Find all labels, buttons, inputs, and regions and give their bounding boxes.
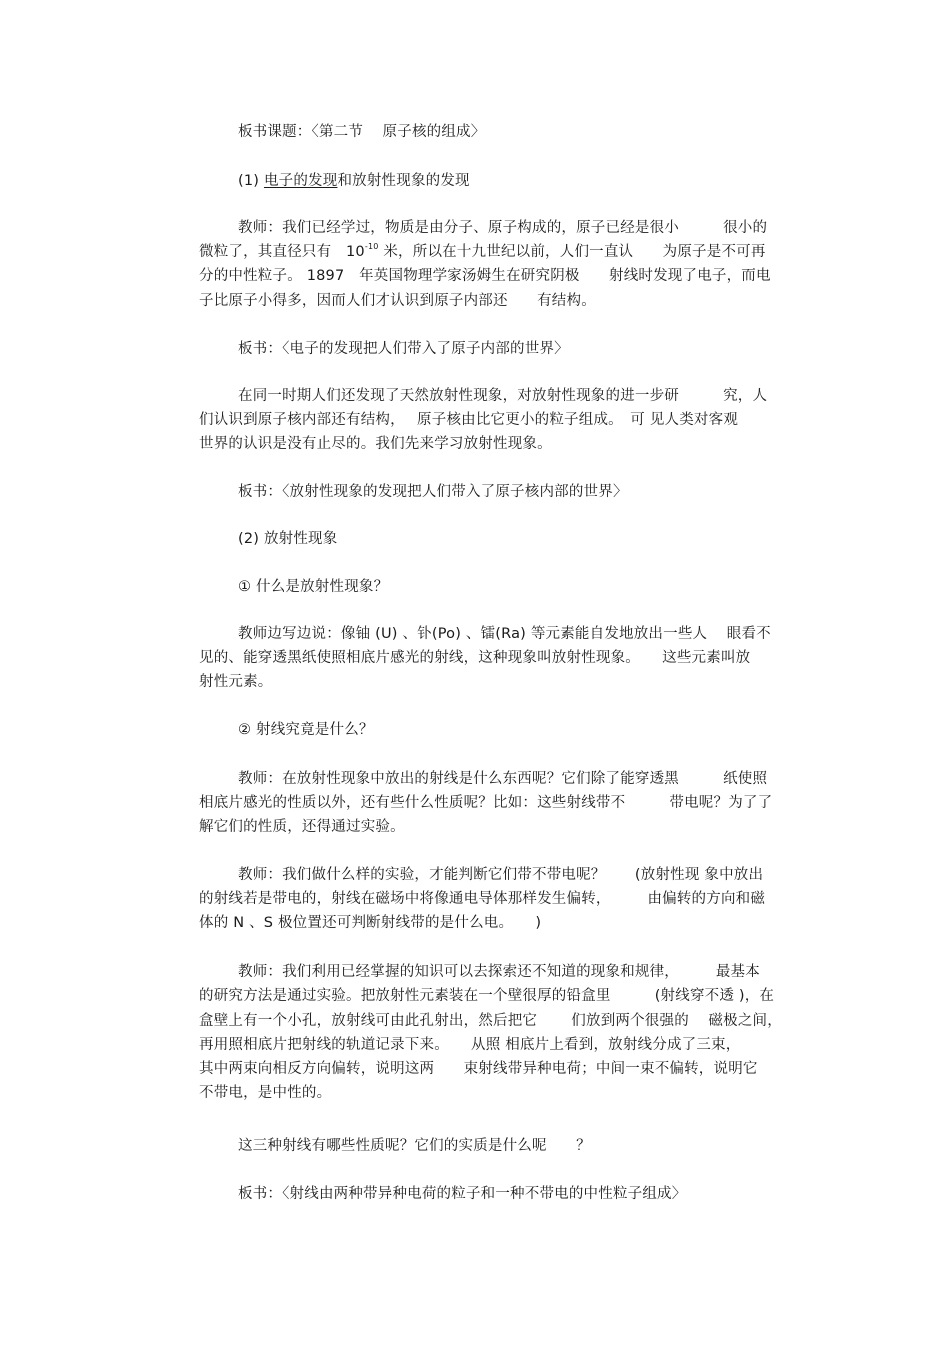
section-1-heading xyxy=(238,172,470,190)
paragraph-line: 射性元素。 xyxy=(199,674,273,690)
electron-discovery-link[interactable]: 电子的发现 xyxy=(263,173,338,189)
paragraph-line: 教师：我们做什么样的实验，才能判断它们带不带电呢？ (放射性现 象中放出 xyxy=(238,867,764,883)
paragraph-line: 再用照相底片把射线的轨道记录下来。 从照 相底片上看到，放射线分成了三束， xyxy=(199,1037,741,1053)
paragraph-text: 微粒了，其直径只有 10 xyxy=(199,244,365,260)
paragraph-line xyxy=(199,243,766,261)
paragraph-line: 世界的认识是没有止尽的。我们先来学习放射性现象。 xyxy=(199,436,552,452)
paragraph-line: 盒壁上有一个小孔，放射线可由此孔射出，然后把它 们放到两个很强的 磁极之间， xyxy=(199,1013,782,1029)
paragraph-line: 不带电，是中性的。 xyxy=(199,1085,332,1101)
board-note-3: 板书：〈射线由两种带异种电荷的粒子和一种不带电的中性粒子组成〉 xyxy=(238,1186,687,1202)
board-note-1: 板书：〈电子的发现把人们带入了原子内部的世界〉 xyxy=(238,341,569,357)
paragraph-line: 们认识到原子核内部还有结构， 原子核由比它更小的粒子组成。 可 见人类对客观 xyxy=(199,412,739,428)
paragraph-line: 教师：在放射性现象中放出的射线是什么东西呢？它们除了能穿透黑 纸使照 xyxy=(238,771,768,787)
question-1: ① 什么是放射性现象？ xyxy=(238,579,389,595)
board-note-2: 板书：〈放射性现象的发现把人们带入了原子核内部的世界〉 xyxy=(238,484,628,500)
paragraph-line: 教师边写边说：像铀 (U) 、钋(Po) 、镭(Ra) 等元素能自发地放出一些人 眼看不 xyxy=(238,626,771,642)
paragraph-line: 相底片感光的性质以外，还有些什么性质呢？比如：这些射线带不 带电呢？为了了 xyxy=(199,795,773,811)
paragraph-line: 分的中性粒子。 1897 年英国物理学家汤姆生在研究阴极 射线时发现了电子，而电 xyxy=(199,268,771,284)
paragraph-text: 米，所以在十九世纪以前，人们一直认 为原子是不可再 xyxy=(378,244,766,260)
section-1-heading-rest: 和放射性现象的发现 xyxy=(337,173,470,189)
paragraph-line: 体的 N 、S 极位置还可判断射线带的是什么电。 ) xyxy=(199,915,542,931)
section-1-number: (1) xyxy=(238,173,264,189)
exponent: -10 xyxy=(364,242,379,251)
question-2: ② 射线究竟是什么？ xyxy=(238,722,374,738)
paragraph-line: 见的、能穿透黑纸使照相底片感光的射线，这种现象叫放射性现象。 这些元素叫放 xyxy=(199,650,751,666)
lesson-title: 板书课题：〈第二节 原子核的组成〉 xyxy=(238,124,486,140)
paragraph-line: 解它们的性质，还得通过实验。 xyxy=(199,819,405,835)
paragraph-line: 在同一时期人们还发现了天然放射性现象，对放射性现象的进一步研 究，人 xyxy=(238,388,768,404)
paragraph-line: 的研究方法是通过实验。把放射性元素装在一个壁很厚的铅盒里 (射线穿不透 )，在 xyxy=(199,988,775,1004)
paragraph-line: 子比原子小得多，因而人们才认识到原子内部还 有结构。 xyxy=(199,293,596,309)
paragraph-7: 这三种射线有哪些性质呢？它们的实质是什么呢 ？ xyxy=(238,1138,591,1154)
section-2-heading: (2) 放射性现象 xyxy=(238,531,338,547)
paragraph-line: 教师：我们已经学过，物质是由分子、原子构成的，原子已经是很小 很小的 xyxy=(238,220,768,236)
paragraph-line: 教师：我们利用已经掌握的知识可以去探索还不知道的现象和规律， 最基本 xyxy=(238,964,760,980)
paragraph-line: 其中两束向相反方向偏转，说明这两 束射线带异种电荷；中间一束不偏转，说明它 xyxy=(199,1061,758,1077)
paragraph-line: 的射线若是带电的，射线在磁场中将像通电导体那样发生偏转， 由偏转的方向和磁 xyxy=(199,891,766,907)
